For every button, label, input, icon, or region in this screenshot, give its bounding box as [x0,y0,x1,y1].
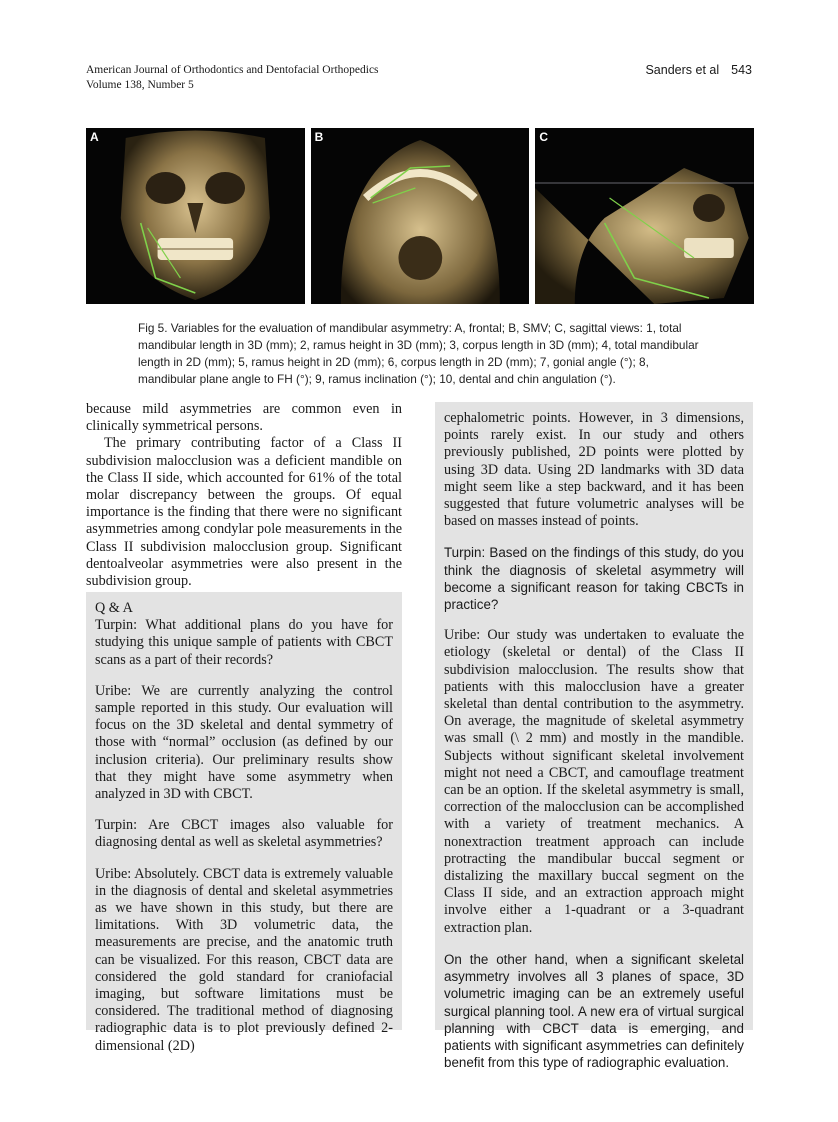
qa-answer-continued: On the other hand, when a significant skeletal asymmetry involves all 3 planes of space, 3D volumetric imaging can be an extremely useful surgical planning tool. A new era of virtual surgical planning with CBCT data is emerging, and patients with significant asymmetries can definitely benefit from this type of radiographic evaluation. [444,951,744,1071]
qa-box-right [435,402,753,1071]
frontal-skull-image [86,128,305,304]
authors: Sanders et al [645,63,720,77]
figure-panel-frontal [86,128,305,304]
qa-answer: Uribe: Absolutely. CBCT data is extremely valuable in the diagnosis of dental and skeletal asymmetries as we have shown in this study, but there are limitations. With 3D volumetric data, the measurements are precise, and the anatomic truth can be visualized. For this reason, CBCT data are considered the gold standard for craniofacial imaging, but software limitations must be considered. The traditional method of diagnosing radiographic data is to plot previously defined 2-dimensional (2D) [95,865,393,1054]
body-paragraph: The primary contributing factor of a Class II subdivision malocclusion was a deficient mandible on the Class II side, which accounted for 61% of the total molar discrepancy between the groups. Of equal importance is the finding that there were no significant asymmetries among condylar pole measurements in the Class II subdivision malocclusion group. Significant dentoalveolar asymmetries were also present in the subdivision group. [86,435,402,590]
body-left-column [86,401,402,590]
journal-name: American Journal of Orthodontics and Dentofacial Orthopedics [86,64,379,76]
qa-question: Turpin: Are CBCT images also valuable for diagnosing dental as well as skeletal asymmetries? [95,817,393,851]
body-paragraph: because mild asymmetries are common even in clinically symmetrical persons. [86,401,402,435]
qa-question: Turpin: What additional plans do you have for studying this unique sample of patients with CBCT scans as a part of their records? [95,617,393,668]
qa-answer-continued: cephalometric points. However, in 3 dimensions, points rarely exist. In our study and others previously published, 2D points were plotted by using 3D data. Using 2D landmarks with 3D data might seem like a step backward, and it has been suggested that future volumetric analyses will be based on masses instead of points. [444,410,744,530]
sagittal-skull-image [535,128,754,304]
figure-panel-smv [311,128,530,304]
figure-panel-sagittal [535,128,754,304]
qa-box-left [86,592,402,1054]
panel-label-b: B [314,130,324,144]
panel-label-a: A [90,130,99,144]
smv-skull-image [311,128,530,304]
page-number: 543 [731,63,752,77]
running-header-right [645,63,752,77]
qa-answer: Uribe: Our study was undertaken to evaluate the etiology (skeletal or dental) of the Class II subdivision malocclusion. The results show that patients with this malocclusion have a greater skeletal than dental contribution to the asymmetry. On average, the magnitude of skeletal asymmetry was small (\ 2 mm) and mostly in the mandible. Subjects without significant skeletal involvement might not need a CBCT, and camouflage treatment can be an option. If the skeletal asymmetry is small, correction of the malocclusion can be accomplished with a variety of treatment mechanics. A nonextraction treatment approach can include protracting the mandibular buccal segment or distalizing the maxillary buccal segment on the Class II side, and an extraction approach might involve either a 1-quadrant or a 3-quadrant extraction plan. [444,627,744,936]
panel-label-c: C [539,130,549,144]
running-header [86,63,379,93]
qa-title: Q & A [95,600,133,616]
figure-5 [86,128,754,304]
qa-question: Turpin: Based on the findings of this study, do you think the diagnosis of skeletal asymmetry will become a significant reason for taking CBCTs in practice? [444,545,744,613]
journal-volume: Volume 138, Number 5 [86,79,194,91]
qa-answer: Uribe: We are currently analyzing the control sample reported in this study. Our evaluation will focus on the 3D skeletal and dental symmetry of those with “normal” occlusion (as defined by our inclusion criteria). Our preliminary results show that they might have some asymmetry when analyzed in 3D with CBCT. [95,682,393,803]
figure-caption: Fig 5. Variables for the evaluation of mandibular asymmetry: A, frontal; B, SMV; C, sagittal views: 1, total mandibular length in 3D (mm); 2, ramus height in 3D (mm); 3, corpus length in 3D (mm); 4, total mandibular length in 2D (mm); 5, ramus height in 2D (mm); 6, corpus length in 2D (mm); 7, gonial angle (°); 8, mandibular plane angle to FH (°); 9, ramus inclination (°); 10, dental and chin angulation (°). [138,321,699,386]
